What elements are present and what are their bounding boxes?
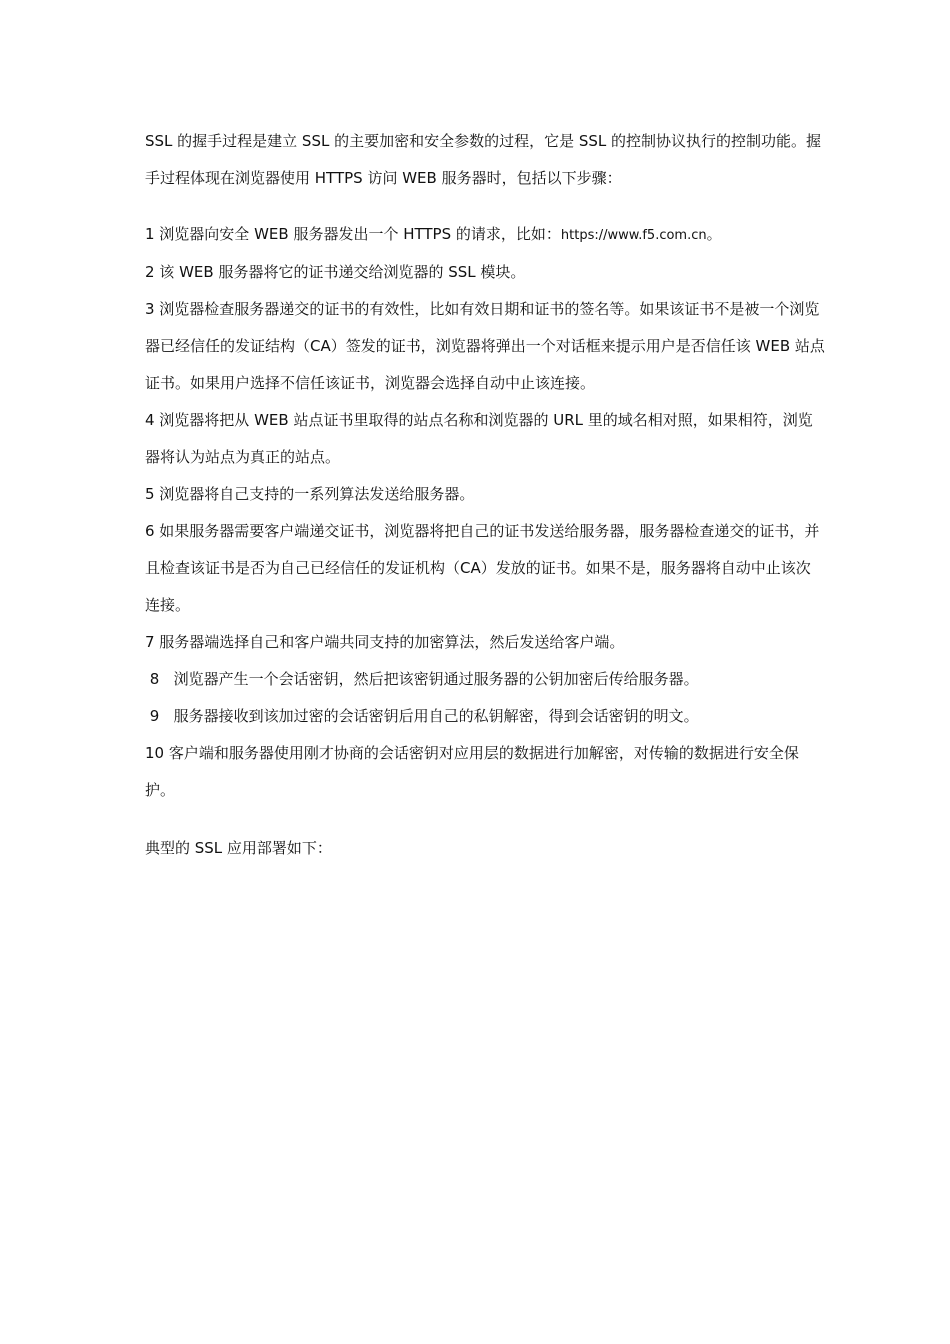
step-9: 9 服务器接收到该加过密的会话密钥后用自己的私钥解密，得到会话密钥的明文。 [145, 707, 699, 725]
step-5: 5 浏览器将自己支持的一系列算法发送给服务器。 [145, 485, 475, 503]
paragraph-spacer [145, 809, 825, 830]
step-2: 2 该 WEB 服务器将它的证书递交给浏览器的 SSL 模块。 [145, 263, 526, 281]
step-1-text: 1 浏览器向安全 WEB 服务器发出一个 HTTPS 的请求，比如： [145, 225, 561, 243]
step-10: 10 客户端和服务器使用刚才协商的会话密钥对应用层的数据进行加解密，对传输的数据进行安全保护。 [145, 744, 799, 799]
step-4: 4 浏览器将把从 WEB 站点证书里取得的站点名称和浏览器的 URL 里的域名相对照，如果相符，浏览器将认为站点为真正的站点。 [145, 411, 813, 466]
step-6: 6 如果服务器需要客户端递交证书，浏览器将把自己的证书发送给服务器，服务器检查递交的证书，并且检查该证书是否为自己已经信任的发证机构（CA）发放的证书。如果不是，服务器将自动中止该次连接。 [145, 522, 820, 614]
step-1 [145, 216, 825, 254]
step-3: 3 浏览器检查服务器递交的证书的有效性，比如有效日期和证书的签名等。如果该证书不是被一个浏览器已经信任的发证结构（CA）签发的证书，浏览器将弹出一个对话框来提示用户是否信任该 WEB 站点证书。如果用户选择不信任该证书，浏览器会选择自动中止该连接。 [145, 300, 825, 392]
closing-paragraph: 典型的 SSL 应用部署如下： [145, 839, 332, 857]
paragraph-spacer [145, 197, 825, 216]
step-1-suffix: 。 [706, 225, 722, 243]
step-8: 8 浏览器产生一个会话密钥，然后把该密钥通过服务器的公钥加密后传给服务器。 [145, 670, 699, 688]
intro-paragraph: SSL 的握手过程是建立 SSL 的主要加密和安全参数的过程，它是 SSL 的控制协议执行的控制功能。握手过程体现在浏览器使用 HTTPS 访问 WEB 服务器时，包括以下步骤： [145, 132, 822, 187]
step-7: 7 服务器端选择自己和客户端共同支持的加密算法，然后发送给客户端。 [145, 633, 625, 651]
document-page [145, 123, 825, 867]
example-url-link[interactable]: https://www.f5.com.cn [560, 228, 707, 243]
